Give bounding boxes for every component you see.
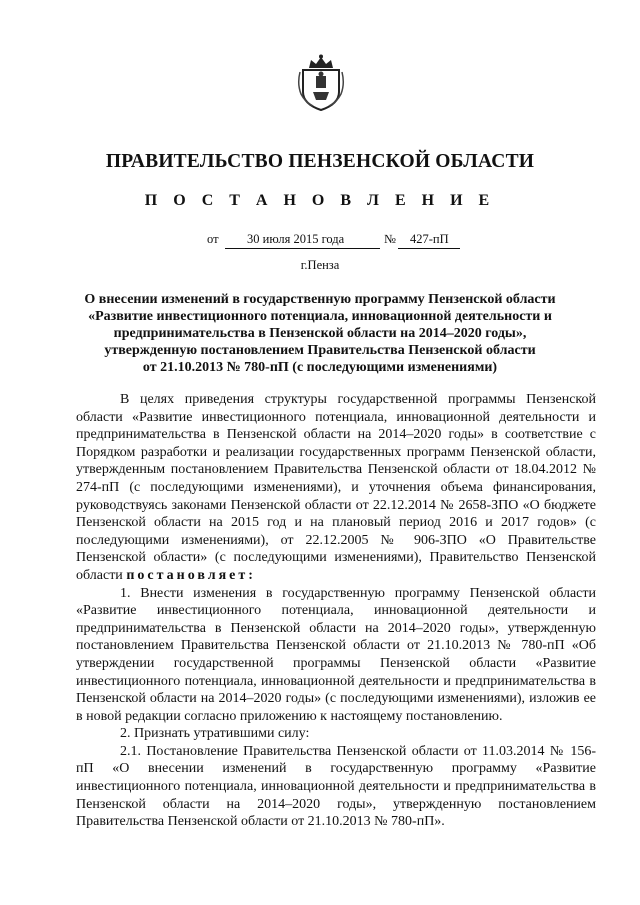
date-prefix: от [207,232,219,246]
government-name: ПРАВИТЕЛЬСТВО ПЕНЗЕНСКОЙ ОБЛАСТИ [105,151,535,172]
number-underline [398,248,460,249]
document-type: П О С Т А Н О В Л Е Н И Е [144,192,496,209]
coat-of-arms-icon [297,54,345,112]
title-line: предпринимательства в Пензенской области на 2014–2020 годы», [113,326,527,341]
title-line: «Развитие инвестиционного потенциала, инновационной деятельности и [88,309,552,324]
city: г.Пенза [300,258,340,272]
preamble-paragraph [76,391,596,585]
date-value: 30 июля 2015 года [247,232,345,246]
date-underline [225,248,380,249]
number-value: 427-пП [410,232,449,246]
item-2-1-paragraph: 2.1. Постановление Правительства Пензенской области от 11.03.2014 № 156-пП «О внесении изменений в государственную программу «Развитие инвестиционного потенциала, инновационной деятельности и предпринимательства в Пензенской области на 2014–2020 годы», утвержденную постановлением Правительства Пензенской области от 21.10.2013 № 780-пП». [76,743,596,830]
number-prefix: № [384,232,396,246]
title-line: О внесении изменений в государственную программу Пензенской области [84,292,556,307]
document-body [76,391,596,831]
item-2-paragraph: 2. Признать утратившими силу: [120,726,310,742]
document-title [80,291,560,376]
title-line: утвержденную постановлением Правительства Пензенской области [104,343,536,358]
item-1-paragraph: 1. Внести изменения в государственную программу Пензенской области «Развитие инвестиционного потенциала, инновационной деятельности и предпринимательства в Пензенской области на 2014–2020 годы», утвержденную постановлением Правительства Пензенской области от 21.10.2013 № 780-пП «Об утверждении государственной программы Пензенской области «Развитие инвестиционного потенциала, инновационной деятельности и предпринимательства в Пензенской области на 2014–2020 годы» (с последующими изменениями), изложив ее в новой редакции согласно приложению к настоящему постановлению. [76,585,596,724]
resolves-word: постановляет: [126,567,256,583]
preamble-text: В целях приведения структуры государственной программы Пензенской области «Развитие инвестиционного потенциала, инновационной деятельности и предпринимательства в Пензенской области на 2014–2020 годы» в соответствие с Порядком разработки и реализации государственных программ Пензенской области, утвержденным постановлением Правительства Пензенской области от 18.04.2012 № 274-пП (с последующими изменениями), и уточнения объема финансирования, руководствуясь законами Пензенской области от 22.12.2014 № 2658-ЗПО «О бюджете Пензенской области на 2015 год и на плановый период 2016 и 2017 годов» (с последующими изменениями), от 22.12.2005 № 906-ЗПО «О Правительстве Пензенской области» (с последующими изменениями), Правительство Пензенской области [76,392,596,583]
title-line: от 21.10.2013 № 780-пП (с последующими изменениями) [142,360,498,375]
